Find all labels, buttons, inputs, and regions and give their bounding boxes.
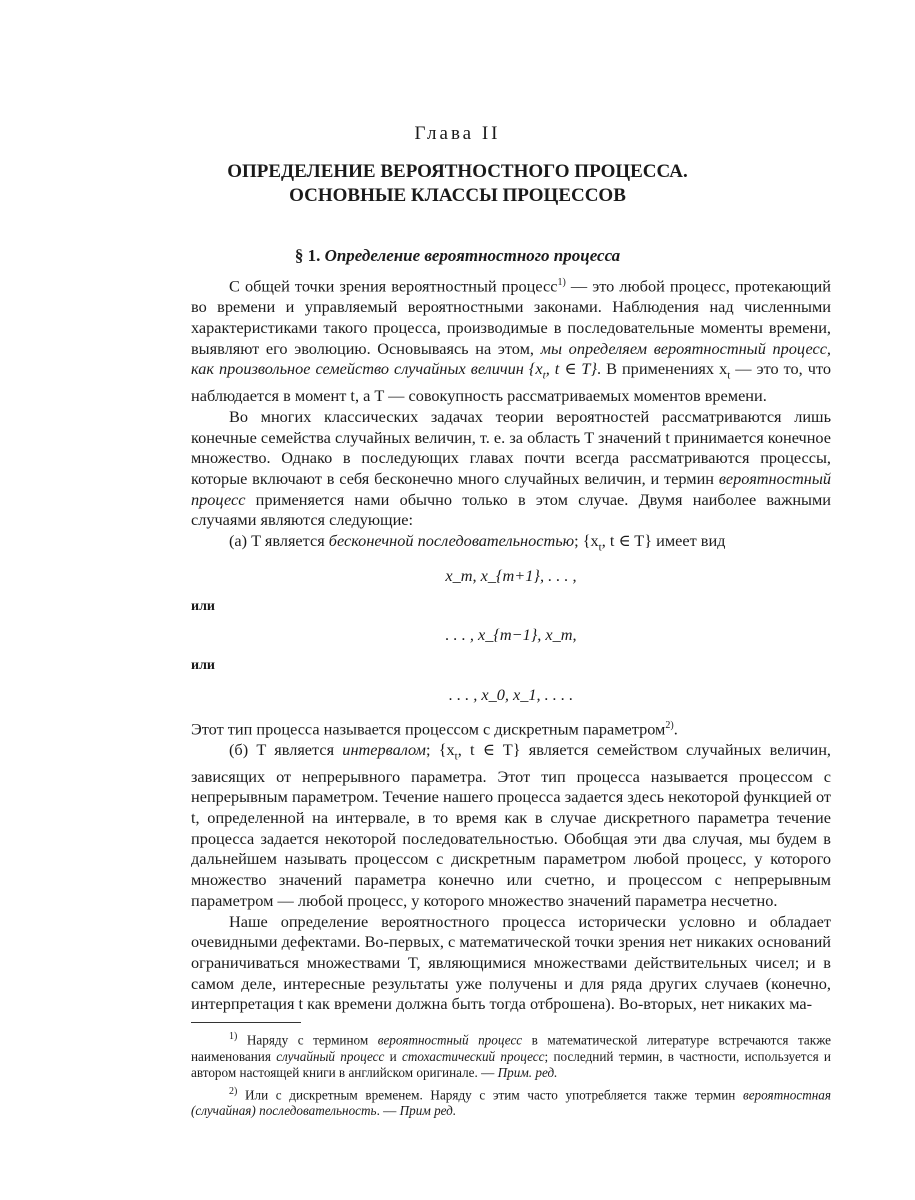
paragraph-1 <box>191 273 831 407</box>
formula-3: . . . , x_0, x_1, . . . . <box>448 684 574 704</box>
p4-text-b: . <box>673 719 678 738</box>
footnote-1-mark: 1) <box>229 1031 238 1042</box>
paragraph-2 <box>191 407 831 531</box>
footnote-ref-1: 1) <box>557 277 566 288</box>
fn1-em-1: вероятностный процесс <box>377 1032 523 1048</box>
chapter-label: Глава II <box>414 123 501 144</box>
p1-text-a: С общей точки зрения вероятностный процесс <box>229 276 558 296</box>
p5-sub: t <box>454 749 458 762</box>
fn1-text-c: и <box>384 1048 403 1064</box>
p3-text-c: , t ∈ T} имеет вид <box>601 531 726 551</box>
p3-text-b: ; {x <box>574 531 599 551</box>
body-text <box>191 273 831 1015</box>
footnote-rule <box>191 1022 301 1023</box>
paragraph-6: Наше определение вероятностного процесса исторически условно и обладает очевидными дефектами. Во-первых, с математической точки зрения нет никаких оснований ограничиваться множествами T, являющимися множествами действительных чисел; и в самом деле, интересные результаты уже получены и для ряда других случаев (конечно, интерпретация t как времени должна быть тогда отброшена). Во-вторых, нет никаких ма- <box>191 911 831 1014</box>
p2-text-b: применяется нами обычно только в этом случае. Двумя наиболее важными случаями являются следующие: <box>191 489 831 530</box>
p5-emphasis: интервалом <box>342 739 426 759</box>
or-label-1: или <box>191 598 215 614</box>
fn1-em-4: Прим. ред. <box>497 1065 558 1081</box>
fn2-em-1: вероятностная (случайная) последовательность <box>191 1087 831 1119</box>
chapter-title-line-1: ОПРЕДЕЛЕНИЕ ВЕРОЯТНОСТНОГО ПРОЦЕССА. <box>227 161 688 182</box>
fn1-text-d: ; последний термин, в частности, используется и автором настоящей книги в английском оригинале. — <box>191 1048 831 1081</box>
p2-text-a: Во многих классических задачах теории вероятностей рассматриваются лишь конечные семейства случайных величин, т. е. за область T значений t принимается конечное множество. Однако в последующих главах почти всегда рассматриваются процессы, которые включают в себя бесконечно много случайных величин, и термин <box>191 406 831 488</box>
p1-text-c: . В применениях x <box>597 359 728 379</box>
p1-definition-b: , t ∈ T} <box>545 359 597 379</box>
fn2-em-2: Прим ред. <box>399 1103 457 1119</box>
footnote-2 <box>191 1084 831 1120</box>
p3-text-a: (а) T является <box>229 531 329 551</box>
chapter-title <box>0 160 915 208</box>
p1-definition-a: мы определяем вероятностный процесс, как произвольное семейство случайных величин {x <box>191 338 831 379</box>
p3-emphasis: бесконечной последовательностью <box>328 531 575 551</box>
p1-definition-sub: t <box>542 369 546 382</box>
or-label-2: или <box>191 658 215 674</box>
chapter-title-line-2: ОСНОВНЫЕ КЛАССЫ ПРОЦЕССОВ <box>289 185 626 206</box>
p5-text-a: (б) T является <box>229 739 343 759</box>
footnote-1 <box>191 1029 831 1082</box>
fn1-text-b: в математической литературе встречаются также наименования <box>191 1032 831 1064</box>
fn2-text-a: Или с дискретным временем. Наряду с этим часто употребляется также термин <box>237 1087 743 1102</box>
formula-2: . . . , x_{m−1}, x_m, <box>445 625 577 645</box>
p2-emphasis: вероятностный процесс <box>191 469 831 509</box>
p1-text-c-sub: t <box>727 369 731 382</box>
p1-text-d: — это то, что наблюдается в момент t, а T — совокупность рассматриваемых моментов времени. <box>191 359 832 406</box>
formula-1: x_m, x_{m+1}, . . . , <box>445 566 577 586</box>
fn1-em-3: стохастический процесс <box>402 1048 545 1064</box>
paragraph-3 <box>191 531 831 558</box>
p5-text-c: , t ∈ T} является семейством случайных величин, зависящих от непрерывного параметра. Этот тип процесса называется процессом с непрерывным параметром. Течение нашего процесса задается здесь некоторой функцией от t, определенной на интервале, в то время как в случае дискретного параметра течение процесса задается некоторой последовательностью. Обобщая эти два случая, мы будем в дальнейшем называть процессом с дискретным параметром любой процесс, у которого множество значений параметра конечно или счетно, и процессом с непрерывным параметром — любой процесс, у которого множество значений параметра несчетно. <box>191 739 831 910</box>
paragraph-5 <box>191 740 831 912</box>
fn2-text-b: . — <box>376 1103 400 1119</box>
footnotes <box>191 1022 831 1122</box>
p4-text-a: Этот тип процесса называется процессом с дискретным параметром <box>191 719 666 738</box>
section-title <box>0 246 915 266</box>
p3-sub: t <box>598 541 602 554</box>
fn1-em-2: случайный процесс <box>276 1048 385 1064</box>
fn1-text-a: Наряду с термином <box>237 1032 378 1048</box>
footnote-ref-2: 2) <box>665 719 674 731</box>
section-number: § 1. <box>294 246 321 265</box>
section-title-text: Определение вероятностного процесса <box>324 246 621 265</box>
p1-text-b: — это любой процесс, протекающий во времени и управляемый вероятностными законами. Наблюдения над численными характеристиками такого процесса, производимые в последовательные моменты времени, выявляют его эволюцию. Основываясь на этом, <box>191 276 831 358</box>
paragraph-4 <box>191 716 831 740</box>
footnote-2-mark: 2) <box>229 1085 238 1097</box>
p5-text-b: ; {x <box>425 739 455 759</box>
